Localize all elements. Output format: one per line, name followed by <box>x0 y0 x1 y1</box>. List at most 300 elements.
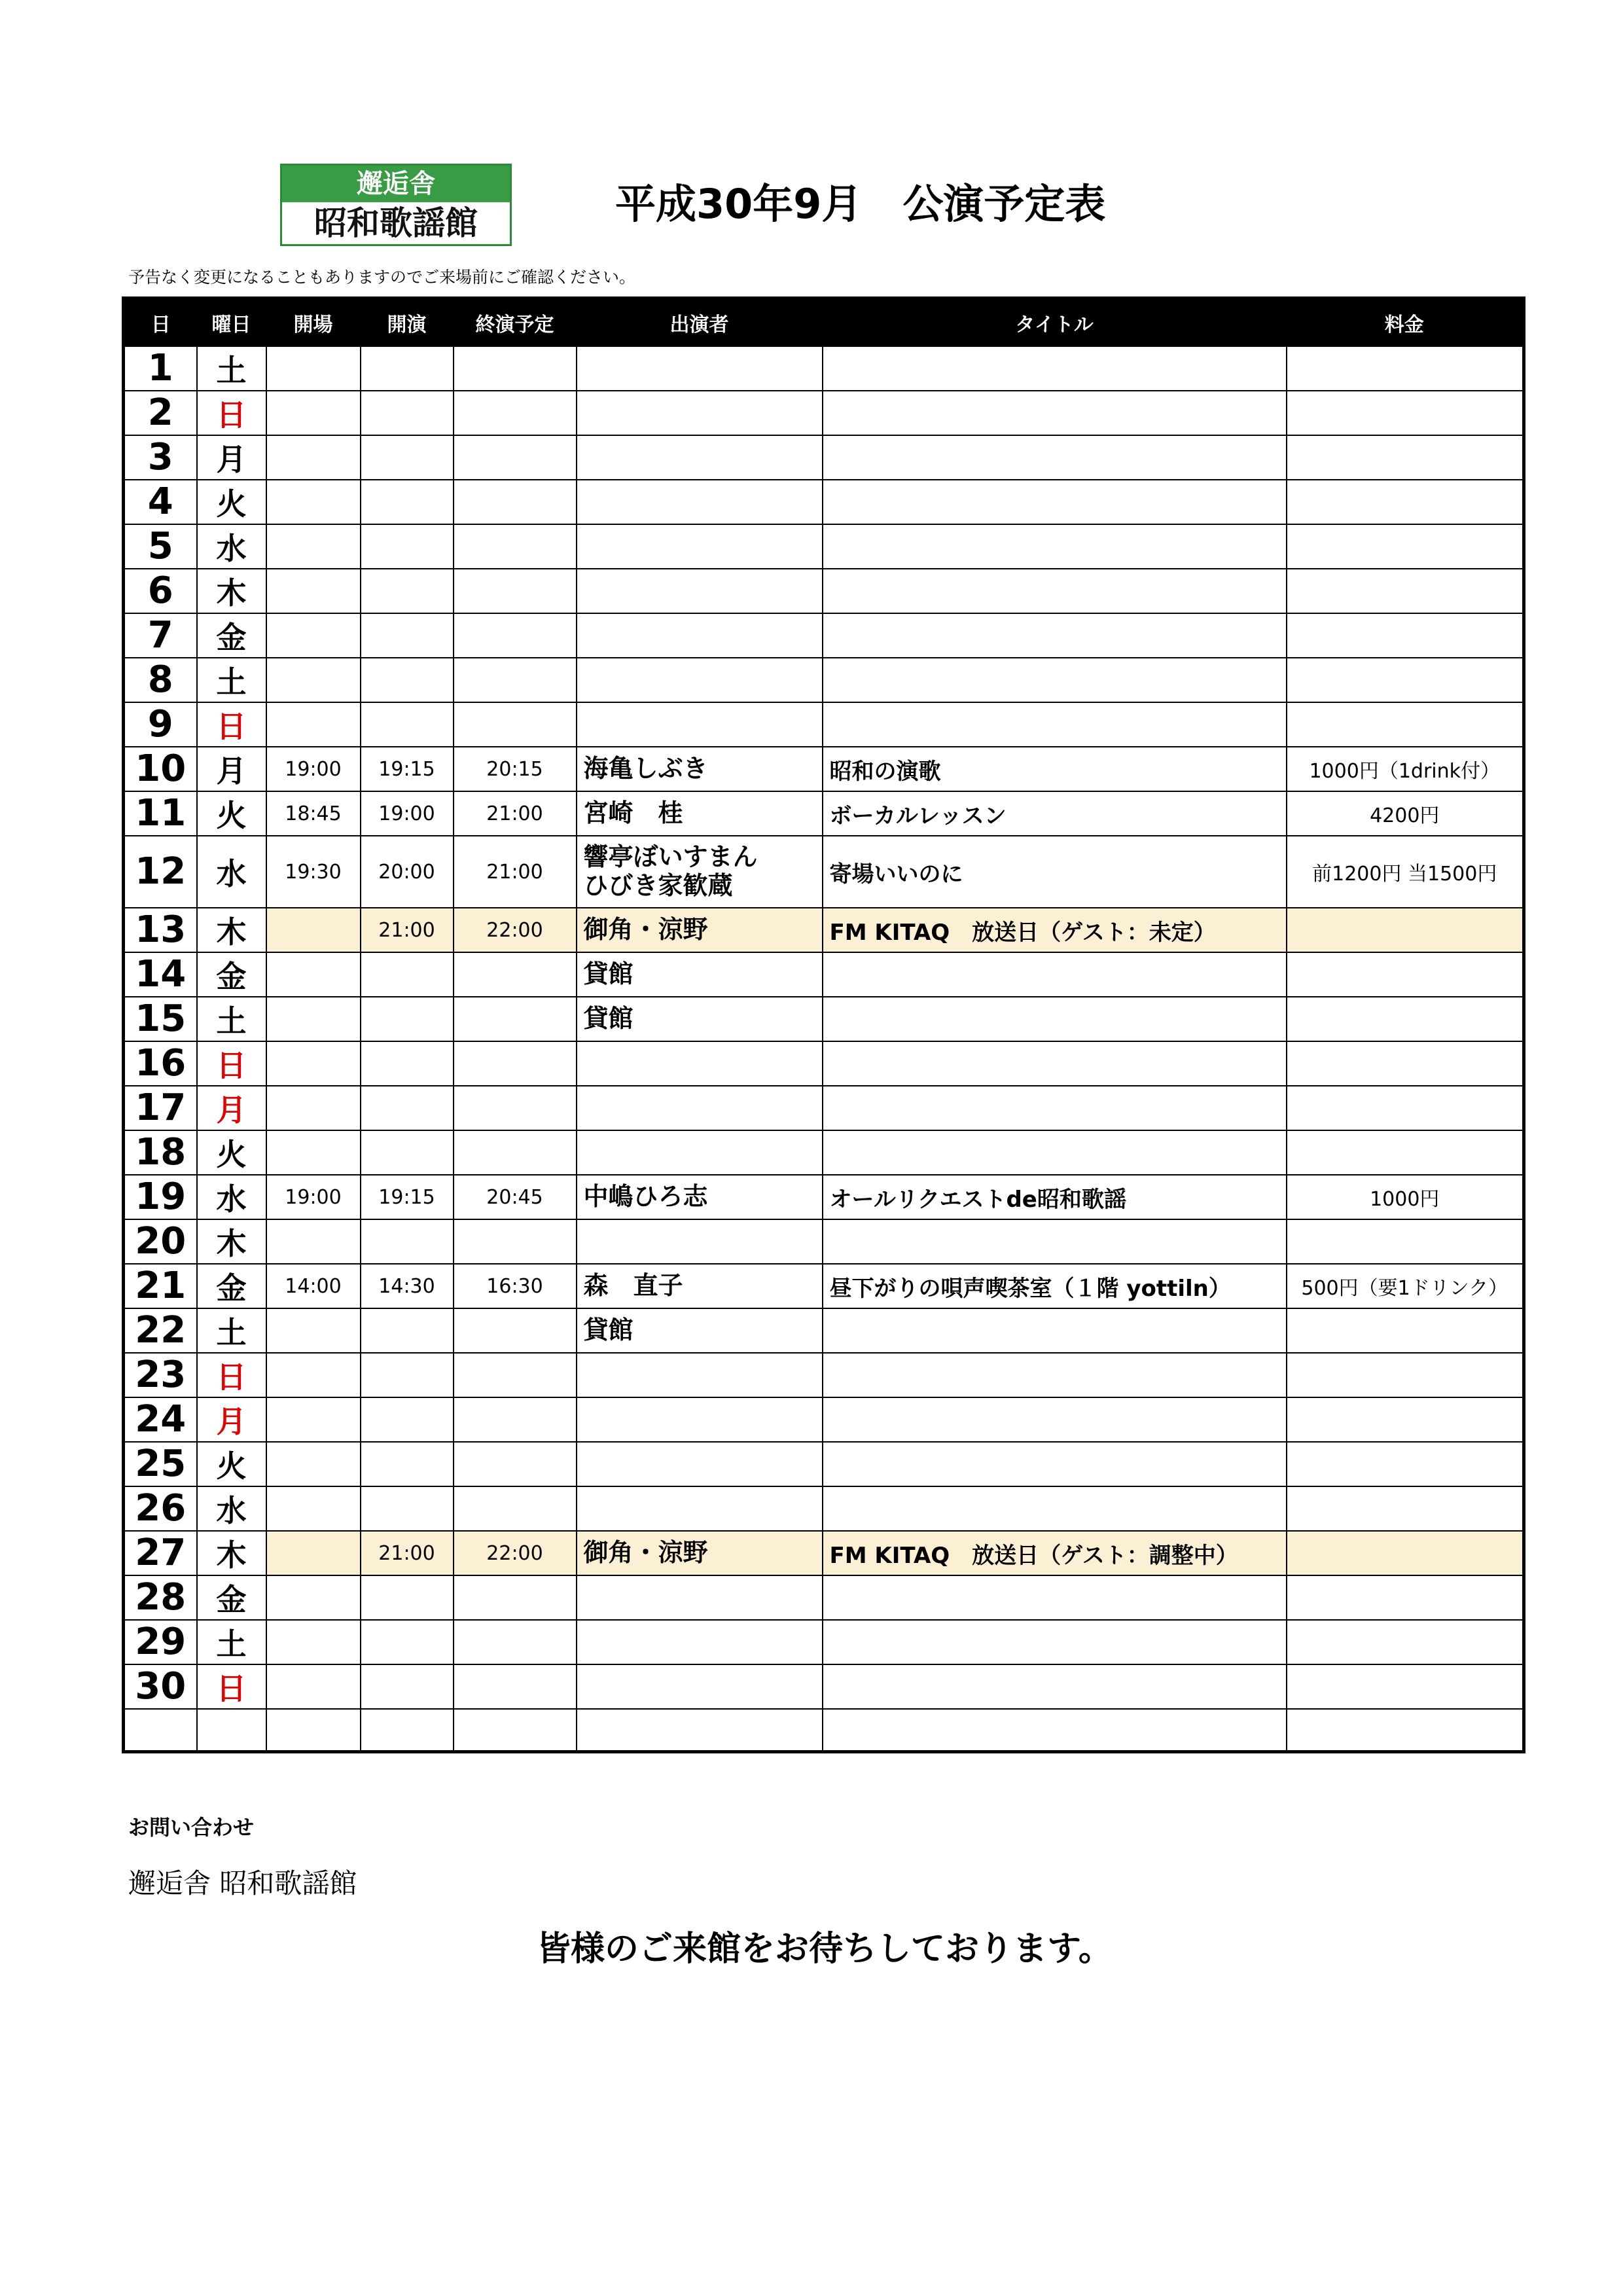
fee-cell: 1000円 <box>1287 1175 1524 1219</box>
day-cell: 5 <box>124 524 197 569</box>
start-time-cell <box>361 1353 454 1397</box>
start-time-cell <box>361 569 454 613</box>
table-row <box>124 997 1524 1041</box>
fee-cell <box>1287 1620 1524 1664</box>
doors-open-cell <box>266 569 361 613</box>
title-cell <box>823 480 1287 524</box>
logo-top-text: 邂逅舎 <box>282 166 510 202</box>
doors-open-cell <box>266 1041 361 1086</box>
fee-cell <box>1287 480 1524 524</box>
performer-cell <box>577 1442 823 1486</box>
fee-cell: 1000円（1drink付） <box>1287 747 1524 791</box>
end-time-cell: 16:30 <box>454 1264 577 1308</box>
start-time-cell: 19:00 <box>361 791 454 836</box>
end-time-cell <box>454 1397 577 1442</box>
start-time-cell <box>361 1442 454 1486</box>
start-time-cell <box>361 346 454 391</box>
doors-open-cell <box>266 1664 361 1709</box>
day-cell: 6 <box>124 569 197 613</box>
day-cell: 15 <box>124 997 197 1041</box>
performer-cell: 中嶋ひろ志 <box>577 1175 823 1219</box>
title-cell <box>823 1086 1287 1130</box>
day-cell: 4 <box>124 480 197 524</box>
table-row <box>124 1709 1524 1751</box>
venue-logo <box>280 164 512 246</box>
fee-cell <box>1287 613 1524 658</box>
day-cell: 24 <box>124 1397 197 1442</box>
start-time-cell: 19:15 <box>361 747 454 791</box>
title-cell <box>823 1620 1287 1664</box>
doors-open-cell <box>266 1575 361 1620</box>
weekday-cell: 土 <box>197 658 266 702</box>
start-time-cell: 21:00 <box>361 1531 454 1575</box>
table-row <box>124 1397 1524 1442</box>
doors-open-cell <box>266 908 361 952</box>
start-time-cell <box>361 952 454 997</box>
end-time-cell <box>454 658 577 702</box>
performer-cell <box>577 1575 823 1620</box>
start-time-cell <box>361 997 454 1041</box>
day-cell: 14 <box>124 952 197 997</box>
weekday-cell: 日 <box>197 1664 266 1709</box>
weekday-cell: 月 <box>197 435 266 480</box>
performer-cell: 御角・涼野 <box>577 908 823 952</box>
table-header-row <box>124 298 1524 347</box>
title-cell: FM KITAQ 放送日（ゲスト：調整中） <box>823 1531 1287 1575</box>
change-notice: 予告なく変更になることもありますのでご来場前にご確認ください。 <box>128 268 636 287</box>
table-row <box>124 1486 1524 1531</box>
table-row <box>124 346 1524 391</box>
day-cell: 3 <box>124 435 197 480</box>
table-row <box>124 1531 1524 1575</box>
day-cell: 17 <box>124 1086 197 1130</box>
performer-cell: 海亀しぶき <box>577 747 823 791</box>
title-cell: 昼下がりの唄声喫茶室（１階 yottiln） <box>823 1264 1287 1308</box>
title-cell <box>823 1486 1287 1531</box>
doors-open-cell <box>266 1308 361 1353</box>
fee-cell <box>1287 1442 1524 1486</box>
doors-open-cell <box>266 391 361 435</box>
end-time-cell <box>454 391 577 435</box>
doors-open-cell <box>266 1620 361 1664</box>
weekday-cell: 月 <box>197 747 266 791</box>
title-cell: 寄場いいのに <box>823 836 1287 908</box>
end-time-cell <box>454 1575 577 1620</box>
title-cell <box>823 1397 1287 1442</box>
title-cell: 昭和の演歌 <box>823 747 1287 791</box>
day-cell: 11 <box>124 791 197 836</box>
weekday-cell: 土 <box>197 1308 266 1353</box>
fee-cell <box>1287 1219 1524 1264</box>
fee-cell <box>1287 658 1524 702</box>
table-row <box>124 391 1524 435</box>
title-cell <box>823 1353 1287 1397</box>
title-cell <box>823 1709 1287 1751</box>
table-row <box>124 569 1524 613</box>
fee-cell <box>1287 1531 1524 1575</box>
title-cell: オールリクエストde昭和歌謡 <box>823 1175 1287 1219</box>
weekday-cell: 木 <box>197 1219 266 1264</box>
table-row <box>124 836 1524 908</box>
fee-cell <box>1287 997 1524 1041</box>
weekday-cell: 日 <box>197 391 266 435</box>
title-cell <box>823 391 1287 435</box>
performer-cell <box>577 524 823 569</box>
end-time-cell <box>454 1664 577 1709</box>
start-time-cell <box>361 1219 454 1264</box>
performer-cell <box>577 1041 823 1086</box>
start-time-cell: 19:15 <box>361 1175 454 1219</box>
fee-cell <box>1287 1130 1524 1175</box>
weekday-cell: 水 <box>197 1486 266 1531</box>
table-row <box>124 1175 1524 1219</box>
performer-cell <box>577 569 823 613</box>
performer-line: 響亭ぼいすまん <box>583 842 758 872</box>
start-time-cell <box>361 391 454 435</box>
fee-cell <box>1287 1397 1524 1442</box>
day-cell: 13 <box>124 908 197 952</box>
performer-cell <box>577 1709 823 1751</box>
day-cell: 28 <box>124 1575 197 1620</box>
performer-cell <box>577 391 823 435</box>
title-cell <box>823 613 1287 658</box>
table-row <box>124 613 1524 658</box>
doors-open-cell <box>266 702 361 747</box>
weekday-cell: 日 <box>197 1353 266 1397</box>
title-cell: FM KITAQ 放送日（ゲスト：未定） <box>823 908 1287 952</box>
weekday-cell: 土 <box>197 346 266 391</box>
weekday-cell <box>197 1709 266 1751</box>
weekday-cell: 金 <box>197 613 266 658</box>
weekday-cell: 火 <box>197 791 266 836</box>
end-time-cell <box>454 1219 577 1264</box>
performer-cell <box>577 1086 823 1130</box>
doors-open-cell <box>266 997 361 1041</box>
start-time-cell <box>361 1575 454 1620</box>
weekday-cell: 水 <box>197 1175 266 1219</box>
end-time-cell: 20:45 <box>454 1175 577 1219</box>
fee-cell <box>1287 1664 1524 1709</box>
header-start: 開演 <box>361 298 454 347</box>
weekday-cell: 日 <box>197 1041 266 1086</box>
title-cell <box>823 1041 1287 1086</box>
day-cell: 23 <box>124 1353 197 1397</box>
schedule-body <box>124 346 1524 1751</box>
end-time-cell <box>454 346 577 391</box>
title-cell: ボーカルレッスン <box>823 791 1287 836</box>
doors-open-cell <box>266 1130 361 1175</box>
doors-open-cell <box>266 480 361 524</box>
doors-open-cell: 14:00 <box>266 1264 361 1308</box>
header-fee: 料金 <box>1287 298 1524 347</box>
end-time-cell <box>454 952 577 997</box>
doors-open-cell <box>266 1086 361 1130</box>
end-time-cell <box>454 1130 577 1175</box>
closing-message: 皆様のご来館をお待ちしております。 <box>537 1929 1113 1969</box>
fee-cell <box>1287 702 1524 747</box>
table-row <box>124 1086 1524 1130</box>
weekday-cell: 水 <box>197 524 266 569</box>
weekday-cell: 金 <box>197 1264 266 1308</box>
day-cell: 18 <box>124 1130 197 1175</box>
performer-cell <box>577 702 823 747</box>
schedule-table <box>122 296 1525 1753</box>
start-time-cell <box>361 524 454 569</box>
end-time-cell <box>454 524 577 569</box>
performer-cell <box>577 1353 823 1397</box>
header-doors-open: 開場 <box>266 298 361 347</box>
day-cell: 8 <box>124 658 197 702</box>
doors-open-cell <box>266 658 361 702</box>
end-time-cell <box>454 480 577 524</box>
doors-open-cell: 18:45 <box>266 791 361 836</box>
performer-cell: 森 直子 <box>577 1264 823 1308</box>
doors-open-cell: 19:30 <box>266 836 361 908</box>
doors-open-cell <box>266 1397 361 1442</box>
title-cell <box>823 346 1287 391</box>
end-time-cell <box>454 702 577 747</box>
table-row <box>124 1620 1524 1664</box>
performer-cell <box>577 480 823 524</box>
end-time-cell <box>454 1041 577 1086</box>
header-weekday: 曜日 <box>197 298 266 347</box>
performer-cell: 貸館 <box>577 997 823 1041</box>
fee-cell <box>1287 391 1524 435</box>
start-time-cell <box>361 1397 454 1442</box>
start-time-cell <box>361 1486 454 1531</box>
table-row <box>124 1308 1524 1353</box>
start-time-cell <box>361 1086 454 1130</box>
end-time-cell: 20:15 <box>454 747 577 791</box>
start-time-cell <box>361 658 454 702</box>
performer-cell <box>577 1664 823 1709</box>
start-time-cell <box>361 1664 454 1709</box>
table-row <box>124 1041 1524 1086</box>
title-cell <box>823 1130 1287 1175</box>
performer-cell: 宮崎 桂 <box>577 791 823 836</box>
day-cell: 20 <box>124 1219 197 1264</box>
fee-cell <box>1287 1353 1524 1397</box>
table-row <box>124 1130 1524 1175</box>
day-cell <box>124 1709 197 1751</box>
weekday-cell: 水 <box>197 836 266 908</box>
title-cell <box>823 569 1287 613</box>
weekday-cell: 金 <box>197 1575 266 1620</box>
title-cell <box>823 524 1287 569</box>
end-time-cell: 22:00 <box>454 1531 577 1575</box>
performer-cell <box>577 1219 823 1264</box>
end-time-cell <box>454 997 577 1041</box>
day-cell: 21 <box>124 1264 197 1308</box>
weekday-cell: 月 <box>197 1397 266 1442</box>
title-cell <box>823 658 1287 702</box>
title-cell <box>823 1442 1287 1486</box>
table-row <box>124 1264 1524 1308</box>
performer-cell <box>577 1397 823 1442</box>
fee-cell: 前1200円 当1500円 <box>1287 836 1524 908</box>
start-time-cell <box>361 480 454 524</box>
day-cell: 12 <box>124 836 197 908</box>
doors-open-cell <box>266 346 361 391</box>
weekday-cell: 金 <box>197 952 266 997</box>
doors-open-cell <box>266 1709 361 1751</box>
day-cell: 2 <box>124 391 197 435</box>
doors-open-cell <box>266 613 361 658</box>
end-time-cell: 22:00 <box>454 908 577 952</box>
fee-cell <box>1287 1041 1524 1086</box>
weekday-cell: 火 <box>197 1442 266 1486</box>
doors-open-cell <box>266 1353 361 1397</box>
table-row <box>124 1353 1524 1397</box>
fee-cell <box>1287 1486 1524 1531</box>
title-cell <box>823 997 1287 1041</box>
day-cell: 7 <box>124 613 197 658</box>
day-cell: 29 <box>124 1620 197 1664</box>
performer-cell <box>577 1620 823 1664</box>
table-row <box>124 747 1524 791</box>
title-cell <box>823 702 1287 747</box>
start-time-cell <box>361 1130 454 1175</box>
doors-open-cell <box>266 524 361 569</box>
weekday-cell: 木 <box>197 569 266 613</box>
title-cell <box>823 1308 1287 1353</box>
performer-line: ひびき家歓蔵 <box>583 871 733 900</box>
day-cell: 25 <box>124 1442 197 1486</box>
fee-cell <box>1287 569 1524 613</box>
start-time-cell: 21:00 <box>361 908 454 952</box>
weekday-cell: 日 <box>197 702 266 747</box>
day-cell: 26 <box>124 1486 197 1531</box>
table-row <box>124 952 1524 997</box>
weekday-cell: 土 <box>197 1620 266 1664</box>
weekday-cell: 土 <box>197 997 266 1041</box>
weekday-cell: 木 <box>197 1531 266 1575</box>
table-row <box>124 1442 1524 1486</box>
table-row <box>124 435 1524 480</box>
fee-cell <box>1287 1308 1524 1353</box>
day-cell: 30 <box>124 1664 197 1709</box>
table-row <box>124 1219 1524 1264</box>
title-cell <box>823 952 1287 997</box>
doors-open-cell <box>266 1486 361 1531</box>
start-time-cell: 20:00 <box>361 836 454 908</box>
performer-cell <box>577 658 823 702</box>
table-row <box>124 908 1524 952</box>
performer-cell <box>577 1486 823 1531</box>
end-time-cell: 21:00 <box>454 836 577 908</box>
table-row <box>124 1664 1524 1709</box>
inquiry-venue-name: 邂逅舎 昭和歌謡館 <box>128 1867 357 1899</box>
start-time-cell <box>361 1308 454 1353</box>
header-day: 日 <box>124 298 197 347</box>
title-cell <box>823 1664 1287 1709</box>
table-row <box>124 524 1524 569</box>
title-cell <box>823 1219 1287 1264</box>
table-row <box>124 1575 1524 1620</box>
fee-cell: 500円（要1ドリンク） <box>1287 1264 1524 1308</box>
weekday-cell: 火 <box>197 480 266 524</box>
header-performer: 出演者 <box>577 298 823 347</box>
end-time-cell <box>454 1709 577 1751</box>
weekday-cell: 月 <box>197 1086 266 1130</box>
end-time-cell <box>454 1442 577 1486</box>
performer-cell <box>577 613 823 658</box>
end-time-cell <box>454 1486 577 1531</box>
fee-cell: 4200円 <box>1287 791 1524 836</box>
fee-cell <box>1287 952 1524 997</box>
day-cell: 16 <box>124 1041 197 1086</box>
performer-cell <box>577 346 823 391</box>
weekday-cell: 火 <box>197 1130 266 1175</box>
doors-open-cell <box>266 1531 361 1575</box>
start-time-cell <box>361 613 454 658</box>
title-cell <box>823 435 1287 480</box>
fee-cell <box>1287 346 1524 391</box>
doors-open-cell <box>266 435 361 480</box>
fee-cell <box>1287 435 1524 480</box>
fee-cell <box>1287 908 1524 952</box>
weekday-cell: 木 <box>197 908 266 952</box>
end-time-cell <box>454 1086 577 1130</box>
fee-cell <box>1287 1086 1524 1130</box>
performer-cell: 御角・涼野 <box>577 1531 823 1575</box>
fee-cell <box>1287 1709 1524 1751</box>
fee-cell <box>1287 524 1524 569</box>
performer-cell: 貸館 <box>577 1308 823 1353</box>
performer-cell: 貸館 <box>577 952 823 997</box>
title-cell <box>823 1575 1287 1620</box>
day-cell: 10 <box>124 747 197 791</box>
doors-open-cell <box>266 952 361 997</box>
end-time-cell <box>454 1353 577 1397</box>
day-cell: 1 <box>124 346 197 391</box>
performer-cell <box>577 836 823 908</box>
doors-open-cell <box>266 1442 361 1486</box>
day-cell: 9 <box>124 702 197 747</box>
inquiry-label: お問い合わせ <box>128 1815 255 1840</box>
end-time-cell <box>454 1308 577 1353</box>
fee-cell <box>1287 1575 1524 1620</box>
start-time-cell <box>361 1709 454 1751</box>
start-time-cell <box>361 1041 454 1086</box>
start-time-cell <box>361 702 454 747</box>
doors-open-cell: 19:00 <box>266 1175 361 1219</box>
day-cell: 19 <box>124 1175 197 1219</box>
table-row <box>124 658 1524 702</box>
end-time-cell <box>454 613 577 658</box>
day-cell: 27 <box>124 1531 197 1575</box>
table-row <box>124 480 1524 524</box>
table-row <box>124 791 1524 836</box>
table-row <box>124 702 1524 747</box>
end-time-cell <box>454 569 577 613</box>
header-title: タイトル <box>823 298 1287 347</box>
start-time-cell <box>361 435 454 480</box>
performer-cell <box>577 1130 823 1175</box>
start-time-cell: 14:30 <box>361 1264 454 1308</box>
performer-cell <box>577 435 823 480</box>
end-time-cell <box>454 1620 577 1664</box>
page-title: 平成30年9月 公演予定表 <box>615 180 1106 228</box>
end-time-cell: 21:00 <box>454 791 577 836</box>
header-end: 終演予定 <box>454 298 577 347</box>
doors-open-cell <box>266 1219 361 1264</box>
end-time-cell <box>454 435 577 480</box>
doors-open-cell: 19:00 <box>266 747 361 791</box>
logo-bottom-text: 昭和歌謡館 <box>314 204 478 242</box>
day-cell: 22 <box>124 1308 197 1353</box>
start-time-cell <box>361 1620 454 1664</box>
